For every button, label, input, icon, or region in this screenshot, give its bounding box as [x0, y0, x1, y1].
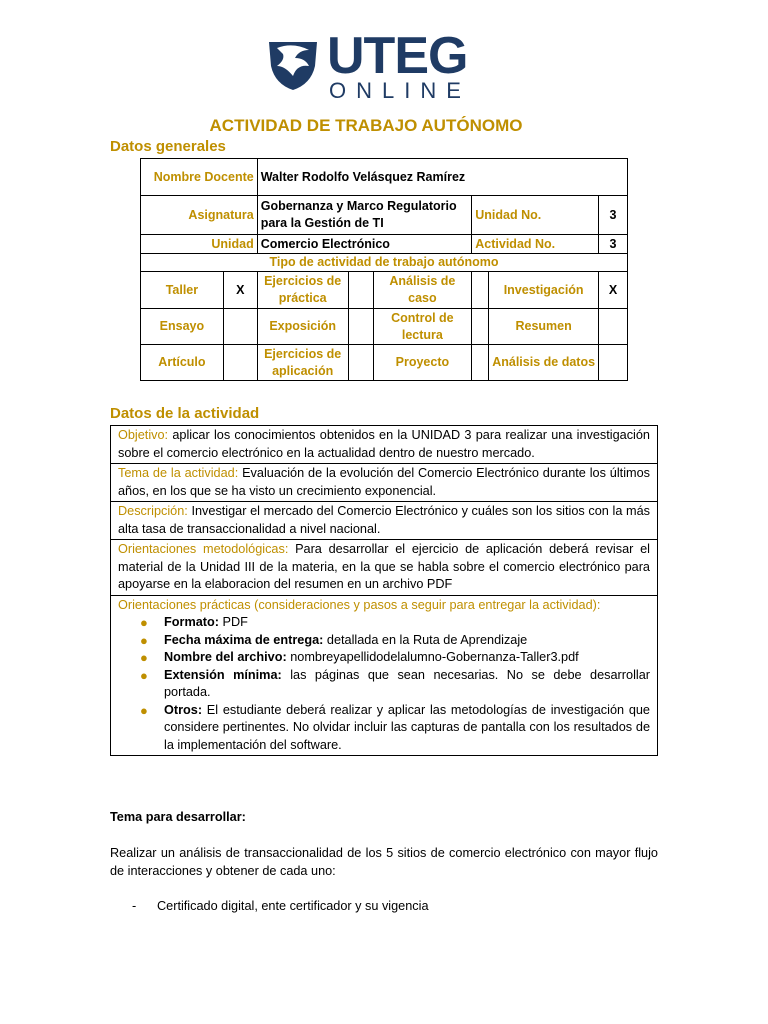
objetivo-cell — [111, 426, 658, 464]
tipo-cell: Resumen — [489, 309, 599, 345]
tipo-mark: X — [599, 272, 628, 309]
tipo-actividad-heading: Tipo de actividad de trabajo autónomo — [141, 254, 628, 272]
shield-logo-icon — [265, 36, 321, 92]
bullet-text: detallada en la Ruta de Aprendizaje — [323, 632, 528, 647]
tipo-cell: Ejercicios de práctica — [257, 272, 348, 309]
bullet-icon: ● — [140, 615, 148, 630]
tipo-mark — [599, 309, 628, 345]
bullet-label: Extensión mínima: — [164, 667, 282, 682]
tema-desarrollar-heading: Tema para desarrollar: — [110, 810, 246, 824]
metodologicas-cell — [111, 540, 658, 596]
uteg-logo — [265, 27, 475, 106]
bullet-icon: ● — [140, 702, 148, 718]
metodologicas-text: Para desarrollar el ejercicio de aplicación deberá revisar el material de la Unidad III de la materia, en la que se habla sobre el comercio electrónico para apoyarse en la elaboracion del resumen en un archivo PDF — [118, 542, 650, 591]
asignatura-value: Gobernanza y Marco Regulatorio para la Gestión de TI — [257, 196, 472, 235]
bullet-text: PDF — [218, 615, 248, 629]
unidad-value: Comercio Electrónico — [257, 235, 472, 254]
datos-actividad-heading: Datos de la actividad — [110, 405, 260, 422]
unidad-no-label: Unidad No. — [472, 196, 599, 235]
bullet-label: Fecha máxima de entrega: — [164, 632, 324, 647]
tipo-cell: Exposición — [257, 309, 348, 345]
metodologicas-label: Orientaciones metodológicas: — [118, 542, 289, 556]
bullet-icon: ● — [140, 667, 148, 683]
tipo-mark — [472, 272, 489, 309]
tipo-mark — [223, 345, 257, 381]
tema-label: Tema de la actividad: — [118, 466, 239, 480]
unidad-no-value: 3 — [599, 196, 628, 235]
list-item — [140, 649, 650, 667]
datos-generales-table — [140, 158, 628, 381]
list-item — [140, 632, 650, 650]
tipo-mark — [348, 272, 373, 309]
datos-actividad-table — [110, 425, 658, 756]
objetivo-label: Objetivo: — [118, 428, 169, 442]
tipo-cell: Control de lectura — [373, 309, 472, 345]
descripcion-cell — [111, 502, 658, 540]
tipo-cell: Investigación — [489, 272, 599, 309]
docente-value: Walter Rodolfo Velásquez Ramírez — [257, 159, 627, 196]
tipo-cell: Ejercicios de aplicación — [257, 345, 348, 381]
bullet-text: las páginas que sean necesarias. No se debe desarrollar portada. — [164, 667, 650, 699]
descripcion-label: Descripción: — [118, 504, 188, 518]
practicas-list — [118, 614, 650, 754]
bullet-icon: ● — [140, 650, 148, 665]
bullet-text: El estudiante deberá realizar y aplicar las metodologías de investigación que considere pertinentes. No olvidar incluir las capturas de pantalla con los resultados de la implementación del software. — [164, 702, 650, 752]
bullet-icon: ● — [140, 632, 148, 648]
tipo-mark — [599, 345, 628, 381]
bullet-text: nombreyapellidodelalumno-Gobernanza-Taller3.pdf — [286, 650, 579, 664]
unidad-label: Unidad — [141, 235, 258, 254]
tipo-cell: Proyecto — [373, 345, 472, 381]
practicas-label: Orientaciones prácticas (consideraciones y pasos a seguir para entregar la actividad): — [118, 597, 601, 612]
tipo-cell: Artículo — [141, 345, 224, 381]
tipo-cell: Análisis de caso — [373, 272, 472, 309]
tema-desarrollar-paragraph: Realizar un análisis de transaccionalidad de los 5 sitios de comercio electrónico con mayor flujo de interacciones y obtener de cada uno: — [110, 846, 658, 878]
list-item — [140, 702, 650, 755]
logo-brand-text: UTEG — [327, 27, 468, 85]
logo-sub-text: ONLINE — [329, 78, 471, 103]
tema-desarrollar-list-item: Certificado digital, ente certificador y su vigencia — [157, 899, 429, 913]
tipo-cell: Taller — [141, 272, 224, 309]
bullet-label: Otros: — [164, 702, 203, 717]
bullet-label: Formato: — [164, 615, 219, 629]
list-marker: - — [132, 899, 137, 913]
tipo-mark — [348, 309, 373, 345]
list-item — [140, 667, 650, 702]
tipo-mark — [223, 309, 257, 345]
tipo-mark — [348, 345, 373, 381]
tipo-cell: Ensayo — [141, 309, 224, 345]
datos-generales-heading: Datos generales — [110, 138, 226, 155]
tipo-mark: X — [223, 272, 257, 309]
docente-label: Nombre Docente — [141, 159, 258, 196]
tipo-mark — [472, 309, 489, 345]
bullet-label: Nombre del archivo: — [164, 650, 287, 664]
page-title: ACTIVIDAD DE TRABAJO AUTÓNOMO — [209, 116, 523, 135]
asignatura-label: Asignatura — [141, 196, 258, 235]
list-item — [140, 614, 650, 632]
tema-cell — [111, 464, 658, 502]
actividad-no-value: 3 — [599, 235, 628, 254]
practicas-cell — [111, 595, 658, 756]
descripcion-text: Investigar el mercado del Comercio Electrónico y cuáles son los sitios con la más alta tasa de transaccionalidad a nivel nacional. — [118, 504, 650, 536]
actividad-no-label: Actividad No. — [472, 235, 599, 254]
tipo-cell: Análisis de datos — [489, 345, 599, 381]
tema-text: Evaluación de la evolución del Comercio Electrónico durante los últimos años, en los que se ha visto un crecimiento exponencial. — [118, 466, 650, 498]
tipo-mark — [472, 345, 489, 381]
objetivo-text: aplicar los conocimientos obtenidos en la UNIDAD 3 para realizar una investigación sobre el comercio electrónico en la actualidad dentro de nuestro mercado. — [118, 428, 650, 460]
